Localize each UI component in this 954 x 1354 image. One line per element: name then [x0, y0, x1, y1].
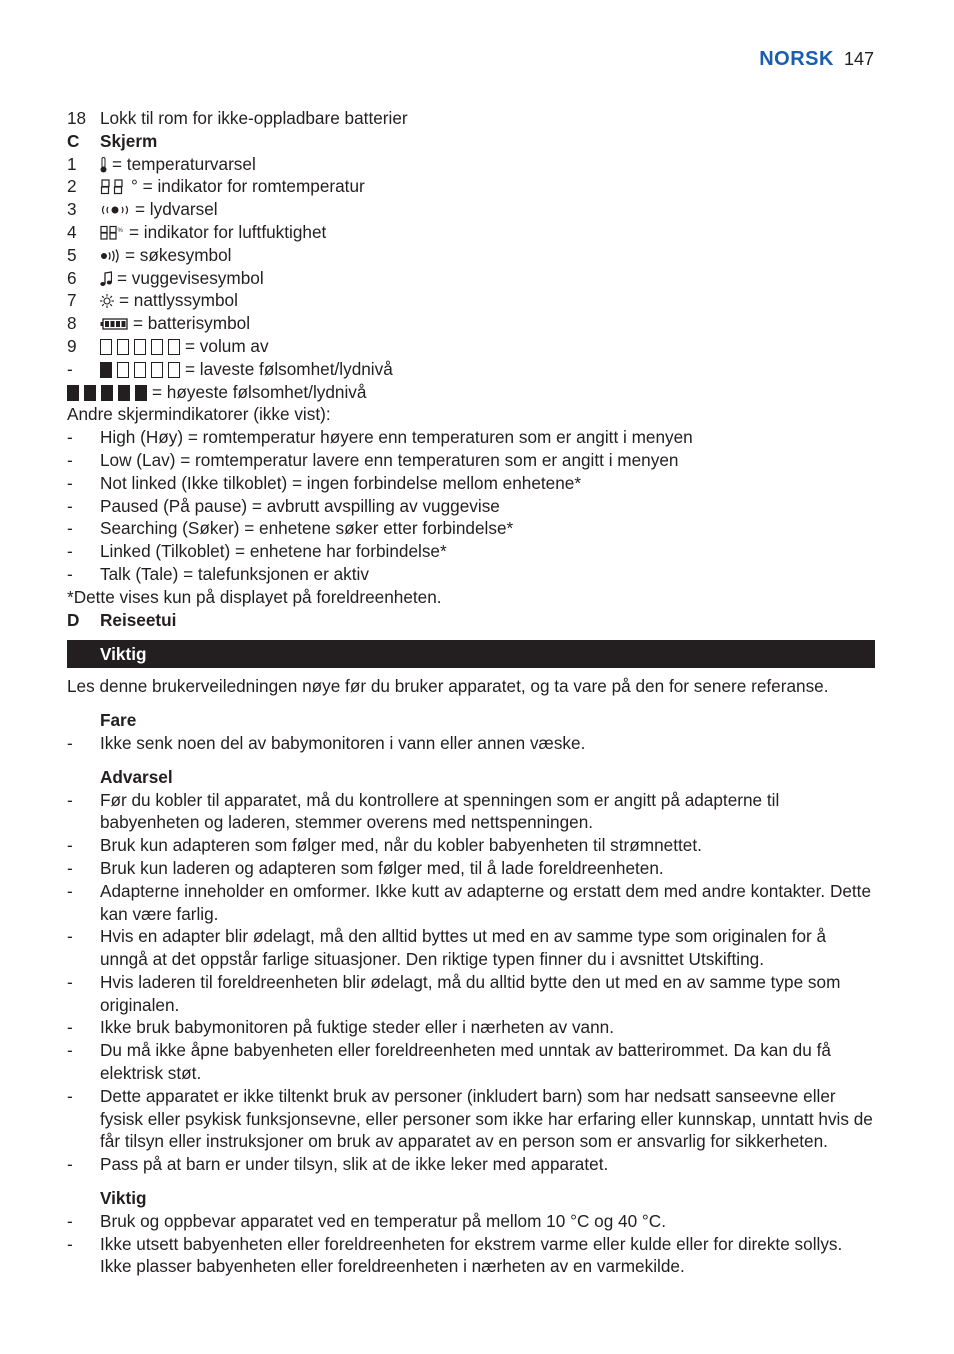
- item-number: 18: [67, 108, 87, 128]
- item-number: 9: [67, 335, 77, 356]
- list-item: [67, 267, 875, 290]
- language-label: NORSK: [759, 48, 834, 70]
- volume-bars-low: [100, 358, 875, 381]
- item-number: 8: [67, 313, 77, 334]
- item-text: Hvis en adapter blir ødelagt, må den alltid byttes ut med en av samme type som originalen for å unngå at det oppstår farlige situasjoner. Den riktige typen finner du i avsnittet Utskifting.: [100, 926, 827, 970]
- warning-list: [67, 789, 875, 1177]
- list-item: - Før du kobler til apparatet, må du kontrollere at spenningen som er angitt på adapterne til babyenheten og laderen, stemmer overens med nettspenningen.: [67, 789, 875, 835]
- list-item: - Hvis laderen til foreldreenheten blir ødelagt, må du alltid bytte den ut med en av samme type som originalen.: [67, 971, 875, 1017]
- item-text: Adapterne inneholder en omformer. Ikke kutt av adapterne og erstatt dem med andre kontakter. Dette kan være farlig.: [100, 880, 872, 924]
- volume-bar-filled-icon: [100, 362, 112, 378]
- item-text: Pass på at barn er under tilsyn, slik at de ikke leker med apparatet.: [100, 1154, 609, 1175]
- footnote: *Dette vises kun på displayet på foreldreenheten.: [67, 586, 442, 607]
- important-list: [67, 1210, 875, 1278]
- music-note-icon: [100, 271, 112, 287]
- list-item: [67, 107, 875, 130]
- item-number: 3: [67, 199, 77, 220]
- item-text: = høyeste følsomhet/lydnivå: [152, 381, 367, 402]
- volume-bar-filled-icon: [118, 385, 130, 401]
- list-item: - Bruk og oppbevar apparatet ved en temperatur på mellom 10 °C og 40 °C.: [67, 1210, 875, 1233]
- danger-heading: Fare: [100, 710, 137, 731]
- search-signal-icon: [100, 248, 120, 264]
- item-text: Searching (Søker) = enhetene søker etter forbindelse*: [100, 518, 514, 539]
- volume-bars-off: [100, 335, 875, 358]
- item-number: 7: [67, 290, 77, 311]
- item-number: 4: [67, 221, 77, 242]
- list-item: - Ikke senk noen del av babymonitoren i vann eller annen væske.: [67, 732, 875, 755]
- page-header: [759, 48, 874, 71]
- digits-88-icon: [100, 179, 126, 195]
- list-item: - Du må ikke åpne babyenheten eller foreldreenheten med unntak av batterirommet. Da kan du få elektrisk støt.: [67, 1039, 875, 1085]
- section-title: Skjerm: [100, 130, 158, 151]
- item-number: 5: [67, 244, 77, 265]
- list-item: - Ikke utsett babyenheten eller foreldreenheten for ekstrem varme eller kulde eller for direkte sollys. Ikke plasser babyenheten eller foreldreenheten i nærheten av en varmekilde.: [67, 1233, 875, 1279]
- item-text: High (Høy) = romtemperatur høyere enn temperaturen som er angitt i menyen: [100, 427, 693, 448]
- list-item: - Hvis en adapter blir ødelagt, må den alltid byttes ut med en av samme type som originalen for å unngå at det oppstår farlige situasjoner. Den riktige typen finner du i avsnittet Utskifting.: [67, 925, 875, 971]
- document-body: [67, 107, 875, 1278]
- item-number: 1: [67, 153, 77, 174]
- section-title: Reiseetui: [100, 609, 177, 630]
- section-heading-d: [67, 609, 875, 632]
- item-text: = vuggevisesymbol: [117, 267, 264, 288]
- item-text: = volum av: [185, 335, 269, 356]
- night-light-icon: [100, 293, 114, 309]
- volume-bar-empty-icon: [151, 362, 163, 378]
- item-text: = indikator for luftfuktighet: [129, 221, 327, 242]
- item-number: 2: [67, 176, 77, 197]
- item-text: Ikke utsett babyenheten eller foreldreenheten for ekstrem varme eller kulde eller for direkte sollys. Ikke plasser babyenheten eller foreldreenheten i nærheten av en varmekilde.: [100, 1233, 843, 1277]
- volume-bar-empty-icon: [168, 362, 180, 378]
- list-item: [67, 244, 875, 267]
- section-heading-c: [67, 130, 875, 153]
- volume-bar-filled-icon: [135, 385, 147, 401]
- list-item: - Bruk kun adapteren som følger med, når du kobler babyenheten til strømnettet.: [67, 834, 875, 857]
- list-item: [67, 221, 875, 244]
- volume-bar-empty-icon: [134, 362, 146, 378]
- list-item: [67, 153, 875, 176]
- important-heading-bar: Viktig: [67, 640, 875, 668]
- important-heading: Viktig: [100, 1188, 147, 1209]
- intro-paragraph: Les denne brukerveiledningen nøye før du bruker apparatet, og ta vare på den for senere referanse.: [67, 676, 829, 697]
- item-text: Bruk og oppbevar apparatet ved en temperatur på mellom 10 °C og 40 °C.: [100, 1210, 666, 1231]
- item-text: Bruk kun laderen og adapteren som følger med, til å lade foreldreenheten.: [100, 857, 664, 878]
- list-item: [67, 335, 875, 358]
- list-item: - Pass på at barn er under tilsyn, slik at de ikke leker med apparatet.: [67, 1153, 875, 1176]
- item-text: Lokk til rom for ikke-oppladbare batterier: [100, 108, 408, 128]
- item-dash: -: [67, 358, 73, 379]
- item-text: ° = indikator for romtemperatur: [131, 176, 365, 197]
- list-item: [67, 358, 875, 381]
- volume-bar-empty-icon: [117, 339, 129, 355]
- page-number: 147: [843, 49, 874, 69]
- item-text: Dette apparatet er ikke tiltenkt bruk av personer (inkludert barn) som har nedsatt sanseevne eller fysisk eller psykisk funksjonsevne, eller personer som ikke har erfaring eller kunnskap, unntatt hvis de får tilsyn eller instruksjoner om bruk av apparatet av en person som er ansvarlig for sikkerheten.: [100, 1085, 873, 1152]
- item-text: Hvis laderen til foreldreenheten blir ødelagt, må du alltid bytte den ut med en av samme type som originalen.: [100, 971, 841, 1015]
- thermometer-icon: [100, 157, 107, 173]
- list-item: - Linked (Tilkoblet) = enhetene har forbindelse*: [67, 540, 875, 563]
- item-text: Bruk kun adapteren som følger med, når du kobler babyenheten til strømnettet.: [100, 835, 702, 856]
- list-item: - Ikke bruk babymonitoren på fuktige steder eller i nærheten av vann.: [67, 1016, 875, 1039]
- item-text: = batterisymbol: [133, 313, 251, 334]
- section-letter: D: [67, 609, 80, 630]
- warning-heading: Advarsel: [100, 766, 173, 787]
- item-text: Ikke bruk babymonitoren på fuktige steder eller i nærheten av vann.: [100, 1017, 615, 1038]
- item-text: = laveste følsomhet/lydnivå: [185, 358, 393, 379]
- other-indicators-list: [67, 426, 875, 586]
- item-text: Før du kobler til apparatet, må du kontrollere at spenningen som er angitt på adapterne til babyenheten og laderen, stemmer overens med nettspenningen.: [100, 789, 780, 833]
- list-item: - Adapterne inneholder en omformer. Ikke kutt av adapterne og erstatt dem med andre kontakter. Dette kan være farlig.: [67, 880, 875, 926]
- list-item: [67, 175, 875, 198]
- list-item: - Not linked (Ikke tilkoblet) = ingen forbindelse mellom enhetene*: [67, 472, 875, 495]
- list-item: - Talk (Tale) = talefunksjonen er aktiv: [67, 563, 875, 586]
- svg-text:%: %: [117, 227, 123, 234]
- list-item: [67, 312, 875, 335]
- volume-bar-empty-icon: [117, 362, 129, 378]
- volume-bar-empty-icon: [151, 339, 163, 355]
- volume-bar-empty-icon: [168, 339, 180, 355]
- volume-bars-high: [67, 381, 875, 404]
- list-item: [67, 381, 875, 404]
- sound-alert-icon: [100, 202, 130, 218]
- list-item: [67, 289, 875, 312]
- other-indicators-intro: Andre skjermindikatorer (ikke vist):: [67, 404, 331, 425]
- volume-bar-filled-icon: [67, 385, 79, 401]
- volume-bar-empty-icon: [134, 339, 146, 355]
- list-item: - Low (Lav) = romtemperatur lavere enn temperaturen som er angitt i menyen: [67, 449, 875, 472]
- item-text: Low (Lav) = romtemperatur lavere enn temperaturen som er angitt i menyen: [100, 449, 679, 470]
- humidity-88-icon: [100, 225, 124, 241]
- volume-bar-filled-icon: [84, 385, 96, 401]
- item-text: = søkesymbol: [125, 244, 232, 265]
- item-text: = temperaturvarsel: [112, 153, 256, 174]
- section-letter: C: [67, 130, 80, 151]
- battery-icon: [100, 316, 128, 332]
- list-item: - High (Høy) = romtemperatur høyere enn temperaturen som er angitt i menyen: [67, 426, 875, 449]
- item-text: Du må ikke åpne babyenheten eller foreldreenheten med unntak av batterirommet. Da kan du få elektrisk støt.: [100, 1040, 831, 1084]
- item-text: Linked (Tilkoblet) = enhetene har forbindelse*: [100, 541, 447, 562]
- item-text: Ikke senk noen del av babymonitoren i vann eller annen væske.: [100, 732, 586, 753]
- list-item: - Dette apparatet er ikke tiltenkt bruk av personer (inkludert barn) som har nedsatt sanseevne eller fysisk eller psykisk funksjonsevne, eller personer som ikke har erfaring eller kunnskap, unntatt hvis de får tilsyn eller instruksjoner om bruk av apparatet av en person som er ansvarlig for sikkerheten.: [67, 1085, 875, 1153]
- item-text: Not linked (Ikke tilkoblet) = ingen forbindelse mellom enhetene*: [100, 472, 582, 493]
- list-item: - Searching (Søker) = enhetene søker etter forbindelse*: [67, 517, 875, 540]
- volume-bar-filled-icon: [101, 385, 113, 401]
- item-text: Paused (På pause) = avbrutt avspilling av vuggevise: [100, 495, 500, 516]
- item-text: Talk (Tale) = talefunksjonen er aktiv: [100, 563, 369, 584]
- volume-bar-empty-icon: [100, 339, 112, 355]
- item-text: = lydvarsel: [135, 199, 218, 220]
- item-number: 6: [67, 267, 77, 288]
- list-item: [67, 198, 875, 221]
- item-text: = nattlyssymbol: [119, 290, 238, 311]
- list-item: - Bruk kun laderen og adapteren som følger med, til å lade foreldreenheten.: [67, 857, 875, 880]
- list-item: - Paused (På pause) = avbrutt avspilling av vuggevise: [67, 495, 875, 518]
